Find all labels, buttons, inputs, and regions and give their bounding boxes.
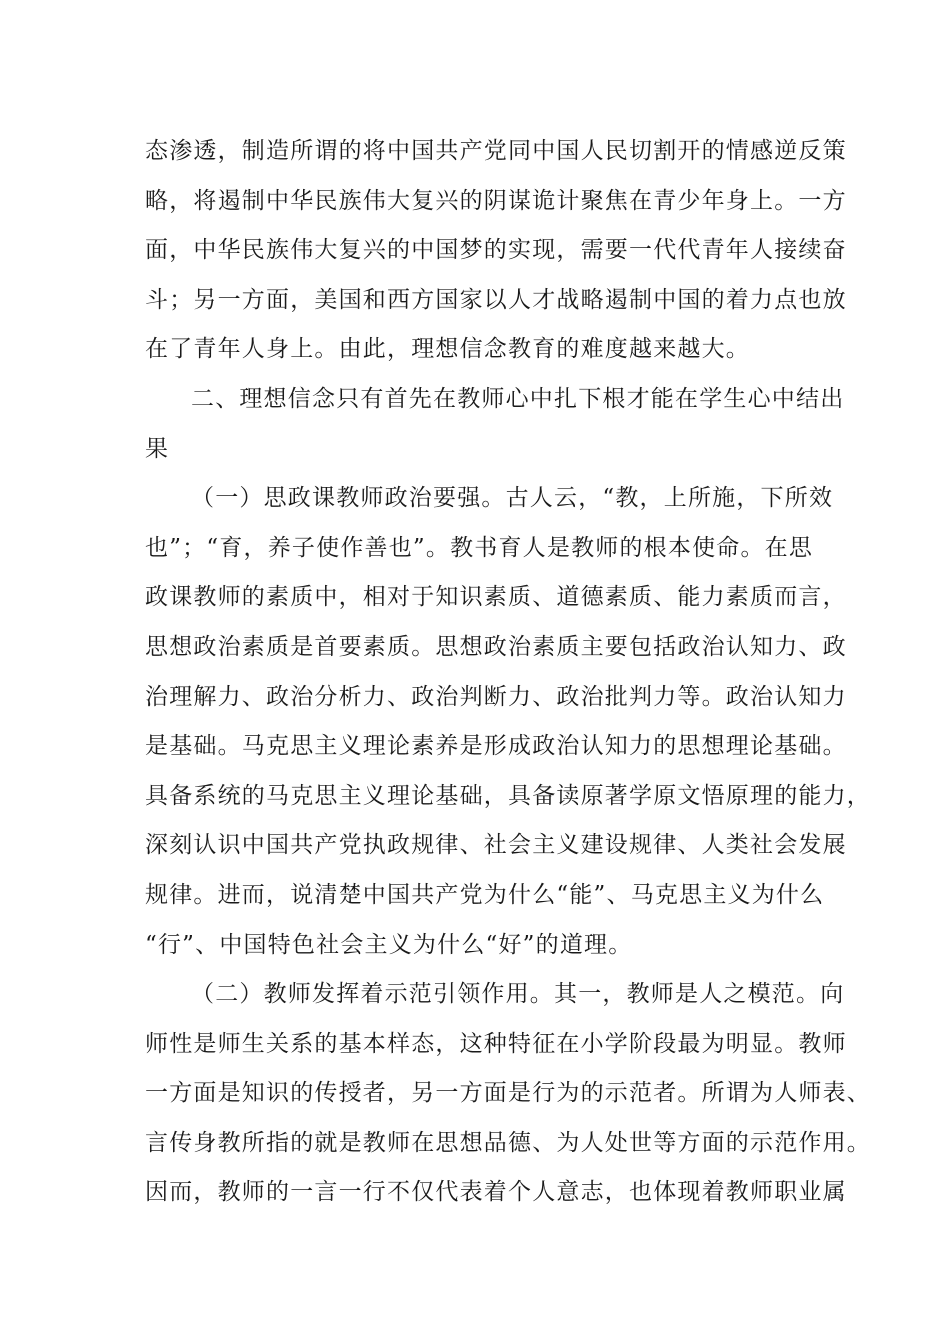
text-line: 面，中华民族伟大复兴的中国梦的实现，需要一代代青年人接续奋 xyxy=(145,237,847,264)
text-line: 师性是师生关系的基本样态，这种特征在小学阶段最为明显。教师 xyxy=(145,1030,847,1057)
text-line: 规律。进而，说清楚中国共产党为什么“能”、马克思主义为什么 xyxy=(145,881,825,908)
text-line: （一）思政课教师政治要强。古人云，“教，上所施，下所效 xyxy=(191,485,834,512)
text-line: 在了青年人身上。由此，理想信念教育的难度越来越大。 xyxy=(145,336,750,363)
text-line: 略，将遏制中华民族伟大复兴的阴谋诡计聚焦在青少年身上。一方 xyxy=(145,187,847,214)
text-line: “行”、中国特色社会主义为什么“好”的道理。 xyxy=(145,931,633,958)
text-line: 也”；“育，养子使作善也”。教书育人是教师的根本使命。在思 xyxy=(145,534,814,561)
text-line: （二）教师发挥着示范引领作用。其一，教师是人之模范。向 xyxy=(191,981,845,1008)
text-line: 具备系统的马克思主义理论基础，具备读原著学原文悟原理的能力， xyxy=(145,782,871,809)
text-line: 深刻认识中国共产党执政规律、社会主义建设规律、人类社会发展 xyxy=(145,832,847,859)
text-line: 政课教师的素质中，相对于知识素质、道德素质、能力素质而言， xyxy=(145,584,847,611)
text-line: 治理解力、政治分析力、政治判断力、政治批判力等。政治认知力 xyxy=(145,683,847,710)
text-line: 态渗透，制造所谓的将中国共产党同中国人民切割开的情感逆反策 xyxy=(145,138,847,164)
text-line: 思想政治素质是首要素质。思想政治素质主要包括政治认知力、政 xyxy=(145,633,847,660)
text-line: 斗；另一方面，美国和西方国家以人才战略遏制中国的着力点也放 xyxy=(145,286,847,313)
body-text xyxy=(145,127,871,1218)
text-line: 果 xyxy=(145,435,170,462)
text-line: 因而，教师的一言一行不仅代表着个人意志，也体现着教师职业属 xyxy=(145,1179,847,1206)
text-line: 一方面是知识的传授者，另一方面是行为的示范者。所谓为人师表、 xyxy=(145,1080,871,1107)
text-line: 是基础。马克思主义理论素养是形成政治认知力的思想理论基础。 xyxy=(145,733,847,760)
text-line: 二、理想信念只有首先在教师心中扎下根才能在学生心中结出 xyxy=(191,385,845,412)
text-line: 言传身教所指的就是教师在思想品德、为人处世等方面的示范作用。 xyxy=(145,1129,871,1156)
